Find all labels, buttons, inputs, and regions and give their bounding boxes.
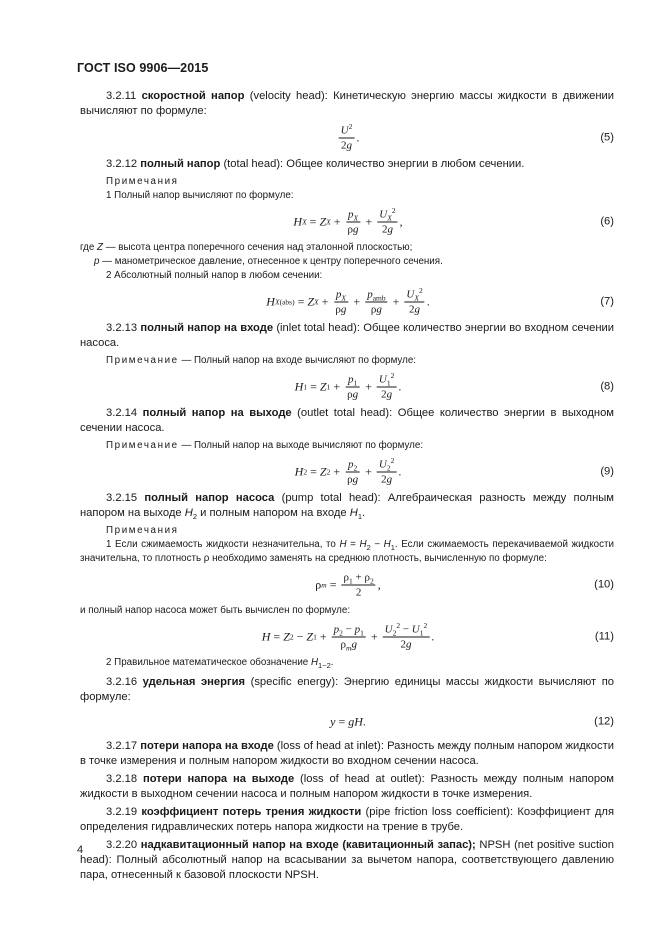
formula: H 2 = Z 2 + $\frac{p_2}{\rho g}$ + $\frac{U_2^2}{2g}$ . (294, 455, 402, 486)
section-number: 3.2.17 (106, 740, 138, 752)
equation-number: (5) (600, 131, 614, 144)
section-number: 3.2.14 (106, 407, 138, 419)
equation-9 (80, 455, 614, 489)
equation-number: (11) (594, 630, 614, 643)
and-text: и полный напор насоса может быть вычислен по формуле: (80, 605, 351, 616)
section-3-2-19 (80, 805, 614, 835)
term: полный напор на входе (140, 322, 274, 334)
formula: ρ m = $\frac{\rho_1 + \rho_2}{2}$ , (315, 571, 381, 599)
formula: H X = Z X + $\frac{p_X}{\rho g}$ + $\frac{U_X^2}{2g}$ , (293, 205, 403, 236)
section-3-2-11 (80, 89, 614, 119)
note-2: 2 Абсолютный полный напор в любом сечении: (106, 270, 323, 281)
section-number: 3.2.11 (106, 90, 137, 102)
formula: $\frac{U^2}{2g}$ . (340, 121, 360, 152)
section-number: 3.2.12 (106, 158, 138, 170)
equation-10 (80, 568, 614, 602)
term: удельная энергия (142, 676, 246, 688)
section-3-2-17 (80, 739, 614, 769)
notes-title: Примечания (106, 176, 179, 187)
equation-number: (8) (600, 380, 614, 393)
section-number: 3.2.15 (106, 492, 138, 504)
equation-12 (80, 707, 614, 737)
equation-number: (10) (594, 578, 614, 591)
equation-8 (80, 370, 614, 404)
note-1: 1 Если сжимаемость жидкости незначительна, то $H = H_2 - H_1$. Если сжимаемость перекачиваемой жидкости значительна, то плотность ρ необходимо заменять на среднюю плотность, вычисленную по формуле: (80, 539, 614, 564)
section-number: 3.2.13 (106, 322, 138, 334)
term: полный напор (140, 158, 221, 170)
page-header: ГОСТ ISO 9906—2015 (77, 61, 209, 75)
section-number: 3.2.20 (106, 839, 138, 851)
equation-number: (12) (594, 715, 614, 728)
section-3-2-12 (80, 157, 614, 172)
note-1: 1 Полный напор вычисляют по формуле: (106, 190, 294, 201)
page-content (80, 89, 614, 883)
section-3-2-13 (80, 321, 614, 351)
section-3-2-20 (80, 838, 614, 883)
formula: H = Z 2 − Z 1 + $\frac{p_2 - p_1}{\rho_mg}$ + $\frac{U_2^2 - U_1^2}{2g}$ . (261, 620, 435, 653)
where-p: p — манометрическое давление, отнесенное к центру поперечного сечения. (94, 256, 443, 267)
section-number: 3.2.19 (106, 806, 138, 818)
term: надкавитационный напор на входе (кавитационный запас); (140, 839, 476, 851)
equation-number: (6) (600, 215, 614, 228)
definition: (total head): Общее количество энергии в любом сечении. (220, 158, 525, 170)
equation-number: (9) (600, 465, 614, 478)
page-number: 4 (77, 844, 84, 856)
definition: (velocity head): Кинетическую энергию массы жидкости в движении вычисляют по формуле: (80, 90, 615, 117)
definition: (specific energy): Энергию единицы массы жидкости вычисляют по формуле: (80, 676, 614, 703)
section-3-2-14 (80, 406, 614, 436)
definition: (pipe friction loss coefficient): Коэффициент для определения гидравлических потерь напора жидкости на трение в трубе. (80, 806, 615, 833)
section-number: 3.2.16 (106, 676, 138, 688)
formula: y = gH . (330, 714, 366, 729)
term: полный напор насоса (144, 492, 275, 504)
equation-6 (80, 205, 614, 239)
note: Примечание — Полный напор на выходе вычисляют по формуле: (106, 440, 424, 451)
term: скоростной напор (141, 90, 245, 102)
definition: (loss of head at inlet): Разность между полным напором жидкости в точке измерения и полным напором жидкости во входном сечении насоса. (80, 740, 614, 767)
equation-5 (80, 121, 614, 155)
formula: H X(abs) = Z X + $\frac{p_X}{\rho g}$ + $\frac{p_{amb}}{\rho g}$ + $\frac{U_X^2}{2g}$ . (266, 285, 430, 316)
definition: (inlet total head): Общее количество энергии во входном сечении насоса. (80, 322, 614, 349)
term: полный напор на выходе (142, 407, 292, 419)
definition: NPSH (net positive suction head): Полный абсолютный напор на всасывании за вычетом напора, соответствующего давлению пара, отнесенный к базовой плоскости NPSH. (80, 839, 614, 881)
definition: (loss of head at outlet): Разность между полным напором жидкости в выходном сечении насоса и полным напором жидкости в точке измерения. (80, 773, 614, 800)
note: Примечание — Полный напор на входе вычисляют по формуле: (106, 355, 417, 366)
term: коэффициент потерь трения жидкости (141, 806, 362, 818)
section-3-2-15: 3.2.15 полный напор насоса (pump total head): Алгебраическая разность между полным напором на выходе $H_2$ и полным напором на входе $H_1$. (80, 492, 614, 522)
equation-7 (80, 285, 614, 319)
definition: (outlet total head): Общее количество энергии в выходном сечении насоса. (80, 407, 614, 434)
section-3-2-16 (80, 675, 614, 705)
formula: H 1 = Z 1 + $\frac{p_1}{\rho g}$ + $\frac{U_1^2}{2g}$ . (294, 370, 402, 401)
note-2: 2 Правильное математическое обозначение $H_{1-2}$. (106, 657, 334, 670)
where-z: где Z — высота центра поперечного сечения над эталонной плоскостью; (80, 242, 413, 253)
equation-number: (7) (600, 295, 614, 308)
term: потери напора на входе (140, 740, 274, 752)
term: потери напора на выходе (142, 773, 295, 785)
notes-title: Примечания (106, 525, 179, 536)
section-number: 3.2.18 (106, 773, 138, 785)
equation-11 (80, 620, 614, 654)
section-3-2-18 (80, 772, 614, 802)
